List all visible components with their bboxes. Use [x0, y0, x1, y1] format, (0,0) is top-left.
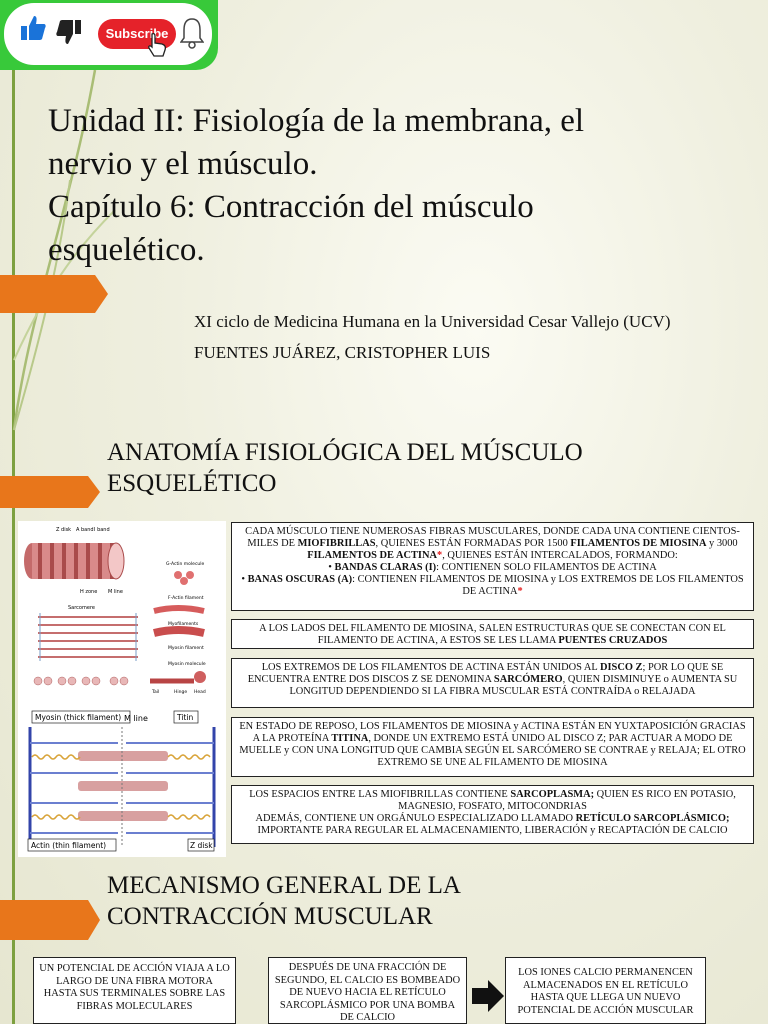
label-z-disk: Z disk: [190, 841, 213, 850]
info-box-sarcoplasm: [231, 785, 754, 844]
title-line-4: esquelético.: [48, 232, 205, 268]
box2-text: A LOS LADOS DEL FILAMENTO DE MIOSINA, SALEN ESTRUCTURAS QUE SE CONECTAN CON EL FILAMENTO DE ACTINA, A ESTOS SE LES LLAMA: [259, 623, 726, 646]
info-box-cross-bridges: [231, 619, 754, 649]
subtitle-course: XI ciclo de Medicina Humana en la Universidad Cesar Vallejo (UCV): [194, 312, 671, 331]
box5-text-1: LOS ESPACIOS ENTRE LAS MIOFIBRILLAS CONTIENE: [249, 789, 511, 800]
section-heading-mechanism-line-1: MECANISMO GENERAL DE LA: [107, 872, 461, 899]
box1-text-2: , QUIENES ESTÁN FORMADAS POR 1500: [375, 538, 571, 549]
label-i-band: I band: [94, 527, 110, 533]
label-titin: Titin: [177, 713, 194, 722]
myofibril-bundle: [24, 543, 124, 579]
label-tail: Tail: [152, 690, 160, 695]
label-f-actin: F-Actin filament: [168, 596, 204, 601]
label-myofilaments: Myofilaments: [168, 622, 199, 627]
box1-star-1: *: [436, 550, 443, 561]
accent-tab-3: [0, 900, 100, 940]
label-a-band: A band: [76, 527, 94, 533]
band-i-text: : CONTIENEN SOLO FILAMENTOS DE ACTINA: [436, 562, 657, 573]
band-list-item-i: [238, 562, 747, 574]
box4-text-2: , DONDE UN EXTREMO ESTÁ UNIDO AL DISCO Z; PAR ACTUAR A MODO DE MUELLE y CON UNA LONGITUD QUE CAMBIA SEGÚN EL SARCÓMERO SE CONTRAE y RELAJA; EL OTRO EXTREMO SE UNE AL FILAMENTO DE MIOSINA: [239, 733, 746, 768]
box4-bold-titina: TITINA: [331, 733, 369, 744]
band-a-text: : CONTIENEN FILAMENTOS DE MIOSINA y LOS EXTREMOS DE LOS FILAMENTOS DE ACTINA: [352, 574, 744, 597]
box1-star-2: *: [517, 586, 523, 597]
box1-text-4: , QUIENES ESTÁN INTERCALADOS, FORMANDO:: [442, 550, 678, 561]
band-i-label: BANDAS CLARAS (I): [334, 562, 437, 573]
band-a-label: BANAS OSCURAS (A): [247, 574, 353, 585]
section-heading-anatomy-line-2: ESQUELÉTICO: [107, 470, 277, 497]
section-heading-anatomy: [107, 437, 583, 499]
label-h-zone: H zone: [80, 589, 98, 595]
cursor-hand-icon: [146, 32, 168, 58]
label-sarcomere: Sarcomere: [68, 605, 95, 611]
sarcomere-filaments: [38, 617, 138, 657]
box1-bold-actina: FILAMENTOS DE ACTINA: [307, 550, 437, 561]
titin-diagram: [30, 727, 214, 847]
box3-bold-sarcomero: SARCÓMERO: [493, 674, 563, 685]
muscle-structure-figure: [18, 521, 226, 857]
title-line-2: nervio y el músculo.: [48, 146, 318, 182]
label-hinge: Hinge: [174, 690, 188, 695]
thumbs-down-icon[interactable]: [56, 18, 82, 46]
box1-text-1: CADA MÚSCULO TIENE NUMEROSAS FIBRAS MUSCULARES, DONDE CADA UNA CONTIENE CIENTOS-MILES DE: [245, 526, 740, 549]
section-heading-anatomy-line-1: ANATOMÍA FISIOLÓGICA DEL MÚSCULO: [107, 439, 583, 466]
flow-step-2: DESPUÉS DE UNA FRACCIÓN DE SEGUNDO, EL CALCIO ES BOMBEADO DE NUEVO HACIA EL RETÍCULO SARCOPLÁSMICO POR UNA BOMBA DE CALCIO: [268, 957, 467, 1024]
label-m-line-small: M line: [108, 589, 123, 595]
box1-bold-myofibrillas: MIOFIBRILLAS: [297, 538, 376, 549]
box5-bold-sarcoplasma: SARCOPLASMA;: [510, 789, 595, 800]
band-list: [238, 562, 747, 598]
box5-text-4: IMPORTANTE PARA REGULAR EL ALMACENAMIENTO, LIBERACIÓN y RECAPTACIÓN DE CALCIO: [257, 825, 728, 836]
box5-bold-reticulo: RETÍCULO SARCOPLÁSMICO;: [575, 813, 730, 824]
title-line-1: Unidad II: Fisiología de la membrana, el: [48, 103, 585, 139]
box3-text-2: ; POR LO QUE SE ENCUENTRA ENTRE DOS DISCOS Z SE DENOMINA: [247, 662, 724, 685]
flow-step-1: UN POTENCIAL DE ACCIÓN VIAJA A LO LARGO DE UNA FIBRA MOTORA HASTA SUS TERMINALES SOBRE LAS FIBRAS MOLECULARES: [33, 957, 236, 1024]
box4-text-1: EN ESTADO DE REPOSO, LOS FILAMENTOS DE MIOSINA y ACTINA ESTÁN EN YUXTAPOSICIÓN GRACIAS A LA PROTEÍNA: [239, 721, 746, 744]
section-heading-mechanism-line-2: CONTRACCIÓN MUSCULAR: [107, 903, 433, 930]
accent-tab-2: [0, 476, 100, 508]
label-m-line: M line: [124, 714, 148, 723]
label-head: Head: [194, 690, 206, 695]
arrow-right-icon: [470, 978, 506, 1014]
box3-text-1: LOS EXTREMOS DE LOS FILAMENTOS DE ACTINA ESTÁN UNIDOS AL: [261, 662, 600, 673]
label-g-actin: G-Actin molecule: [166, 562, 205, 567]
box5-text-2: QUIEN ES RICO EN POTASIO, MAGNESIO, FOSFATO, MITOCONDRIAS: [398, 789, 736, 812]
label-myosin-filament: Myosin filament: [168, 646, 204, 651]
box2-bold: PUENTES CRUZADOS: [558, 635, 668, 646]
title-line-3: Capítulo 6: Contracción del músculo: [48, 189, 534, 225]
info-box-sarcomere: [231, 658, 754, 708]
box1-bold-miosina: FILAMENTOS DE MIOSINA: [570, 538, 707, 549]
muscle-diagram: [18, 521, 226, 857]
section-heading-mechanism: [107, 870, 461, 932]
band-list-item-a: [238, 574, 747, 598]
info-box-myofibrils: [231, 522, 754, 611]
label-myosin-thick: Myosin (thick filament): [35, 713, 122, 722]
box3-bold-disco-z: DISCO Z: [600, 662, 643, 673]
thumbs-up-icon[interactable]: [20, 14, 46, 42]
label-actin-thin: Actin (thin filament): [31, 841, 107, 850]
box5-text-3: ADEMÁS, CONTIENE UN ORGÁNULO ESPECIALIZADO LLAMADO: [255, 813, 576, 824]
box1-text-3: y 3000: [706, 538, 738, 549]
box3-text-3: , QUIEN DISMINUYE o AUMENTA SU LONGITUD DEPENDIENDO SI LA FIBRA MUSCULAR ESTÁ CONTRAÍDA o RELAJADA: [289, 674, 738, 697]
subscribe-button[interactable]: Subscribe: [98, 19, 176, 49]
bell-icon[interactable]: [180, 16, 204, 50]
page-title: [48, 100, 688, 272]
accent-tab-1: [0, 275, 108, 313]
info-box-titin: [231, 717, 754, 777]
flow-step-3: LOS IONES CALCIO PERMANENCEN ALMACENADOS EN EL RETÍCULO HASTA QUE LLEGA UN NUEVO POTENCIAL DE ACCIÓN MUSCULAR: [505, 957, 706, 1024]
label-z-disk-top: Z disk: [56, 527, 72, 533]
subtitle-author: FUENTES JUÁREZ, CRISTOPHER LUIS: [194, 343, 491, 362]
label-myosin-molecule: Myosin molecule: [168, 662, 206, 667]
